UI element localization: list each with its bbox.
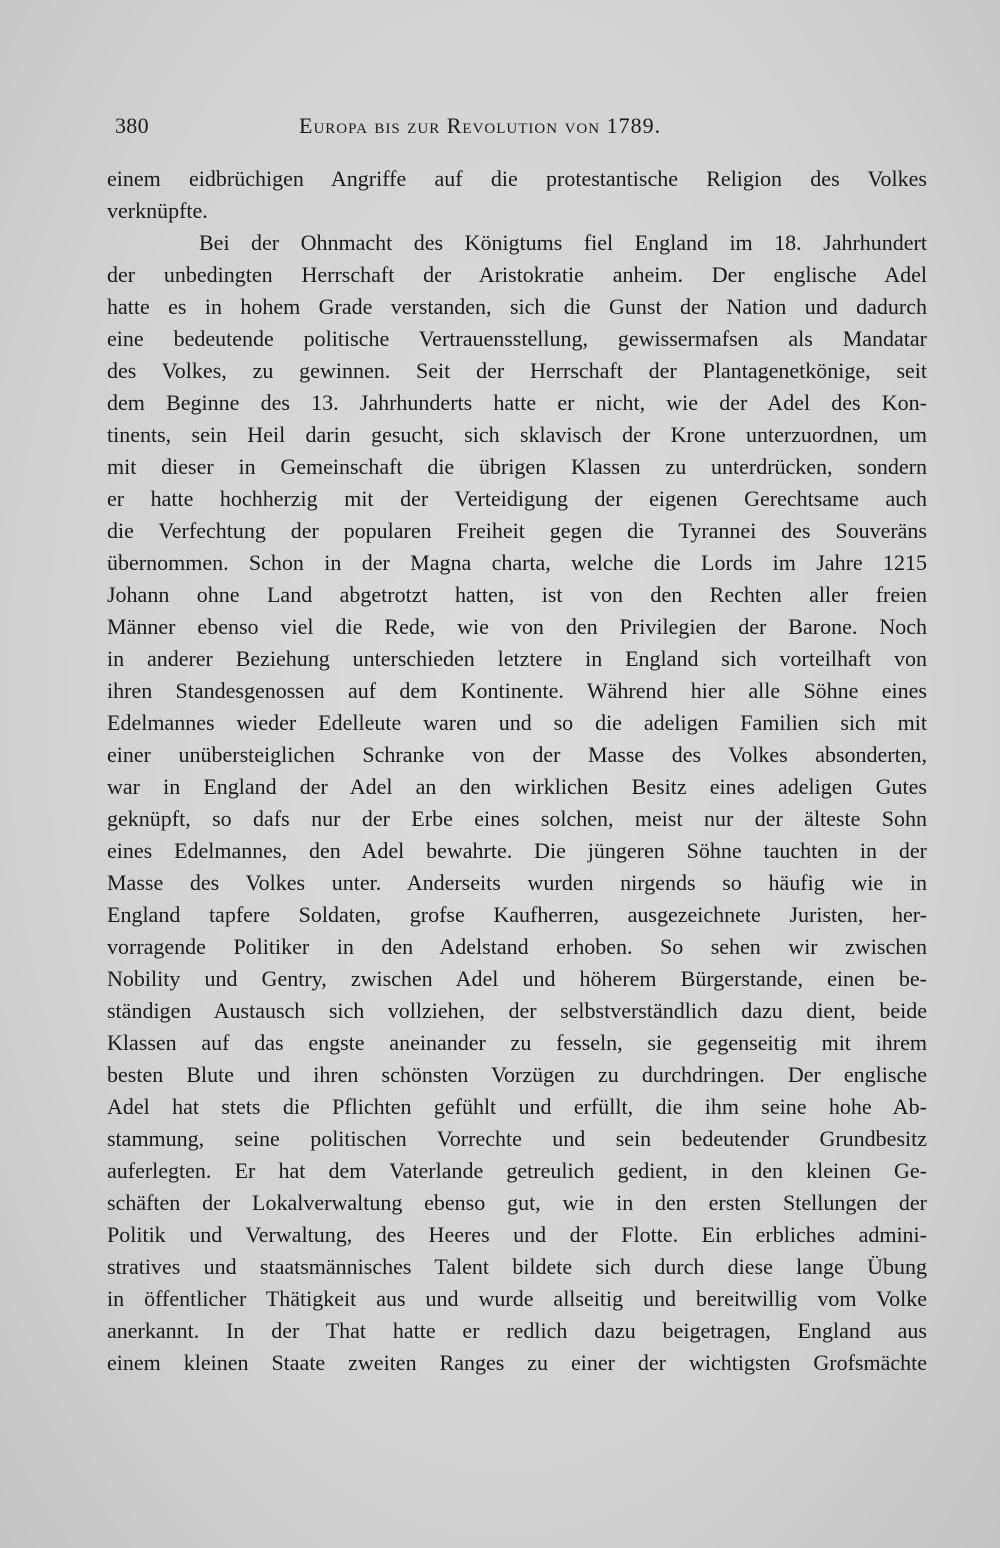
text-line: Männer ebenso viel die Rede, wie von den Privilegien der Barone. Noch — [107, 614, 927, 639]
text-line: ständigen Austausch sich vollziehen, der selbstverständlich dazu dient, beide — [107, 998, 927, 1023]
text-line: in anderer Beziehung unterschieden letztere in England sich vorteilhaft von — [107, 646, 927, 671]
text-line: eine bedeutende politische Vertrauensstellung, gewissermafsen als Mandatar — [107, 326, 927, 351]
text-line: Nobility und Gentry, zwischen Adel und höherem Bürgerstande, einen be- — [107, 966, 927, 991]
text-line: Politik und Verwaltung, des Heeres und der Flotte. Ein erbliches admini- — [107, 1222, 927, 1247]
text-line: mit dieser in Gemeinschaft die übrigen Klassen zu unterdrücken, sondern — [107, 454, 927, 479]
text-line: England tapfere Soldaten, grofse Kaufherren, ausgezeichnete Juristen, her- — [107, 902, 927, 927]
text-line: stammung, seine politischen Vorrechte und sein bedeutender Grundbesitz — [107, 1126, 927, 1151]
text-line: stratives und staatsmännisches Talent bildete sich durch diese lange Übung — [107, 1254, 927, 1279]
text-line: ihren Standesgenossen auf dem Kontinente. Während hier alle Söhne eines — [107, 678, 927, 703]
text-line: besten Blute und ihren schönsten Vorzügen zu durchdringen. Der englische — [107, 1062, 927, 1087]
text-line: geknüpft, so dafs nur der Erbe eines solchen, meist nur der älteste Sohn — [107, 806, 927, 831]
text-line: Klassen auf das engste aneinander zu fesseln, sie gegenseitig mit ihrem — [107, 1030, 927, 1055]
page-number: 380 — [115, 113, 149, 138]
text-line: Johann ohne Land abgetrotzt hatten, ist von den Rechten aller freien — [107, 582, 927, 607]
text-line: tinents, sein Heil darin gesucht, sich sklavisch der Krone unterzuordnen, um — [107, 422, 927, 447]
text-line: der unbedingten Herrschaft der Aristokratie anheim. Der englische Adel — [107, 262, 927, 287]
text-line: auferlegten. Er hat dem Vaterlande getreulich gedient, in den kleinen Ge- — [107, 1158, 927, 1183]
body-text — [107, 163, 927, 1379]
text-line: er hatte hochherzig mit der Verteidigung der eigenen Gerechtsame auch — [107, 486, 927, 511]
text-line: Edelmannes wieder Edelleute waren und so die adeligen Familien sich mit — [107, 710, 927, 735]
text-line: war in England der Adel an den wirklichen Besitz eines adeligen Gutes — [107, 774, 927, 799]
text-line: Adel hat stets die Pflichten gefühlt und erfüllt, die ihm seine hohe Ab- — [107, 1094, 927, 1119]
page-header — [115, 113, 925, 145]
text-line: des Volkes, zu gewinnen. Seit der Herrschaft der Plantagenetkönige, seit — [107, 358, 927, 383]
text-line: übernommen. Schon in der Magna charta, welche die Lords im Jahre 1215 — [107, 550, 927, 575]
text-line: dem Beginne des 13. Jahrhunderts hatte er nicht, wie der Adel des Kon- — [107, 390, 927, 415]
text-line: Masse des Volkes unter. Anderseits wurden nirgends so häufig wie in — [107, 870, 927, 895]
text-line: Bei der Ohnmacht des Königtums fiel England im 18. Jahrhundert — [199, 230, 927, 255]
text-line: hatte es in hohem Grade verstanden, sich die Gunst der Nation und dadurch — [107, 294, 927, 319]
text-line: einem eidbrüchigen Angriffe auf die protestantische Religion des Volkes — [107, 166, 927, 191]
text-line: verknüpfte. — [107, 198, 208, 223]
text-line: die Verfechtung der popularen Freiheit gegen die Tyrannei des Souveräns — [107, 518, 927, 543]
text-line: in öffentlicher Thätigkeit aus und wurde allseitig und bereitwillig vom Volke — [107, 1286, 927, 1311]
text-line: einem kleinen Staate zweiten Ranges zu einer der wichtigsten Grofsmächte — [107, 1350, 927, 1375]
text-line: vorragende Politiker in den Adelstand erhoben. So sehen wir zwischen — [107, 934, 927, 959]
text-line: einer unübersteiglichen Schranke von der Masse des Volkes absonderten, — [107, 742, 927, 767]
text-line: anerkannt. In der That hatte er redlich dazu beigetragen, England aus — [107, 1318, 927, 1343]
running-title: Europa bis zur Revolution von 1789. — [299, 113, 662, 138]
text-line: schäften der Lokalverwaltung ebenso gut, wie in den ersten Stellungen der — [107, 1190, 927, 1215]
text-line: eines Edelmannes, den Adel bewahrte. Die jüngeren Söhne tauchten in der — [107, 838, 927, 863]
